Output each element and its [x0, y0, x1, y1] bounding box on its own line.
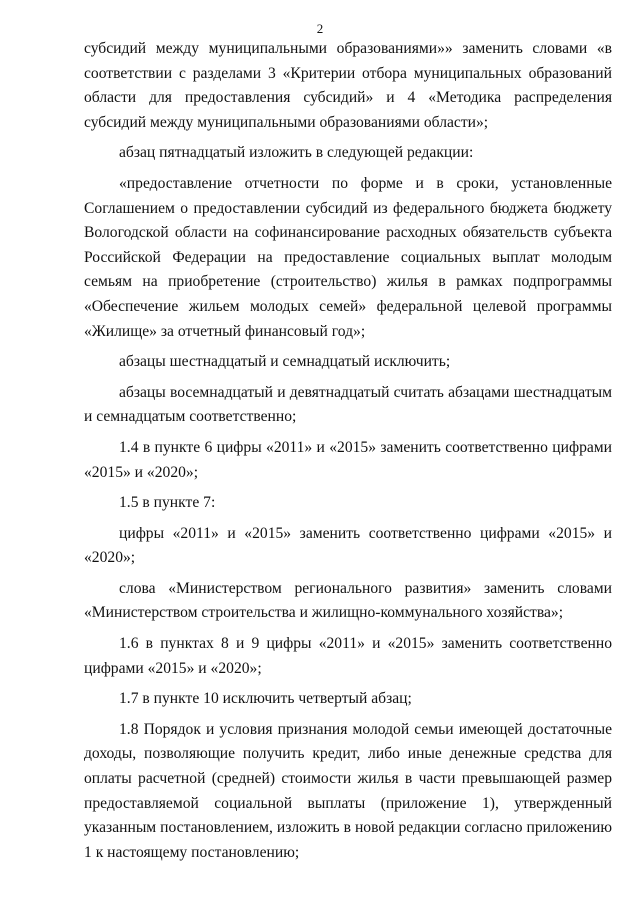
paragraph-quote: «предоставление отчетности по форме и в сроки, установленные Соглашением о предоставлении субсидий из федерального бюджета бюджету Вологодской области на софинансирование расходных обязательств субъекта Российской Федерации на предоставление социальных выплат молодым семьям на приобретение (строительство) жилья в рамках подпрограммы «Обеспечение жильем молодых семей» федеральной целевой программы «Жилище» за отчетный финансовый год»; — [84, 174, 612, 340]
paragraph-item-1-4: 1.4 в пункте 6 цифры «2011» и «2015» заменить соответственно цифрами «2015» и «2020»; — [84, 438, 612, 481]
paragraph-continuation: субсидий между муниципальными образованиями»» заменить словами «в соответствии с разделами 3 «Критерии отбора муниципальных образований области для предоставления субсидий» и 4 «Методика распределения субсидий между муниципальными образованиями области»; — [84, 40, 612, 131]
paragraph-item-1-7: 1.7 в пункте 10 исключить четвертый абзац; — [119, 690, 412, 708]
paragraph-item-1-5: 1.5 в пункте 7: — [119, 494, 216, 512]
document-body — [84, 37, 612, 871]
paragraph-item-1-5-words: слова «Министерством регионального развития» заменить словами «Министерством строительства и жилищно-коммунального хозяйства»; — [84, 579, 612, 622]
paragraph-item-1-6: 1.6 в пунктах 8 и 9 цифры «2011» и «2015» заменить соответственно цифрами «2015» и «2020»; — [84, 635, 612, 677]
page-number: 2 — [316, 21, 324, 36]
paragraph-item-1-8: 1.8 Порядок и условия признания молодой семьи имеющей достаточные доходы, позволяющие получить кредит, либо иные денежные средства для оплаты расчетной (средней) стоимости жилья в части превышающей размер предоставляемой социальной выплаты (приложение 1), утвержденный указанным постановлением, изложить в новой редакции согласно приложению 1 к настоящему постановлению; — [84, 720, 612, 861]
paragraph-abzac-15: абзац пятнадцатый изложить в следующей редакции: — [119, 144, 474, 162]
paragraph-renumber: абзацы восемнадцатый и девятнадцатый считать абзацами шестнадцатым и семнадцатым соответственно; — [84, 383, 612, 426]
paragraph-exclude: абзацы шестнадцатый и семнадцатый исключить; — [119, 353, 451, 371]
paragraph-item-1-5-digits: цифры «2011» и «2015» заменить соответственно цифрами «2015» и «2020»; — [84, 524, 612, 567]
